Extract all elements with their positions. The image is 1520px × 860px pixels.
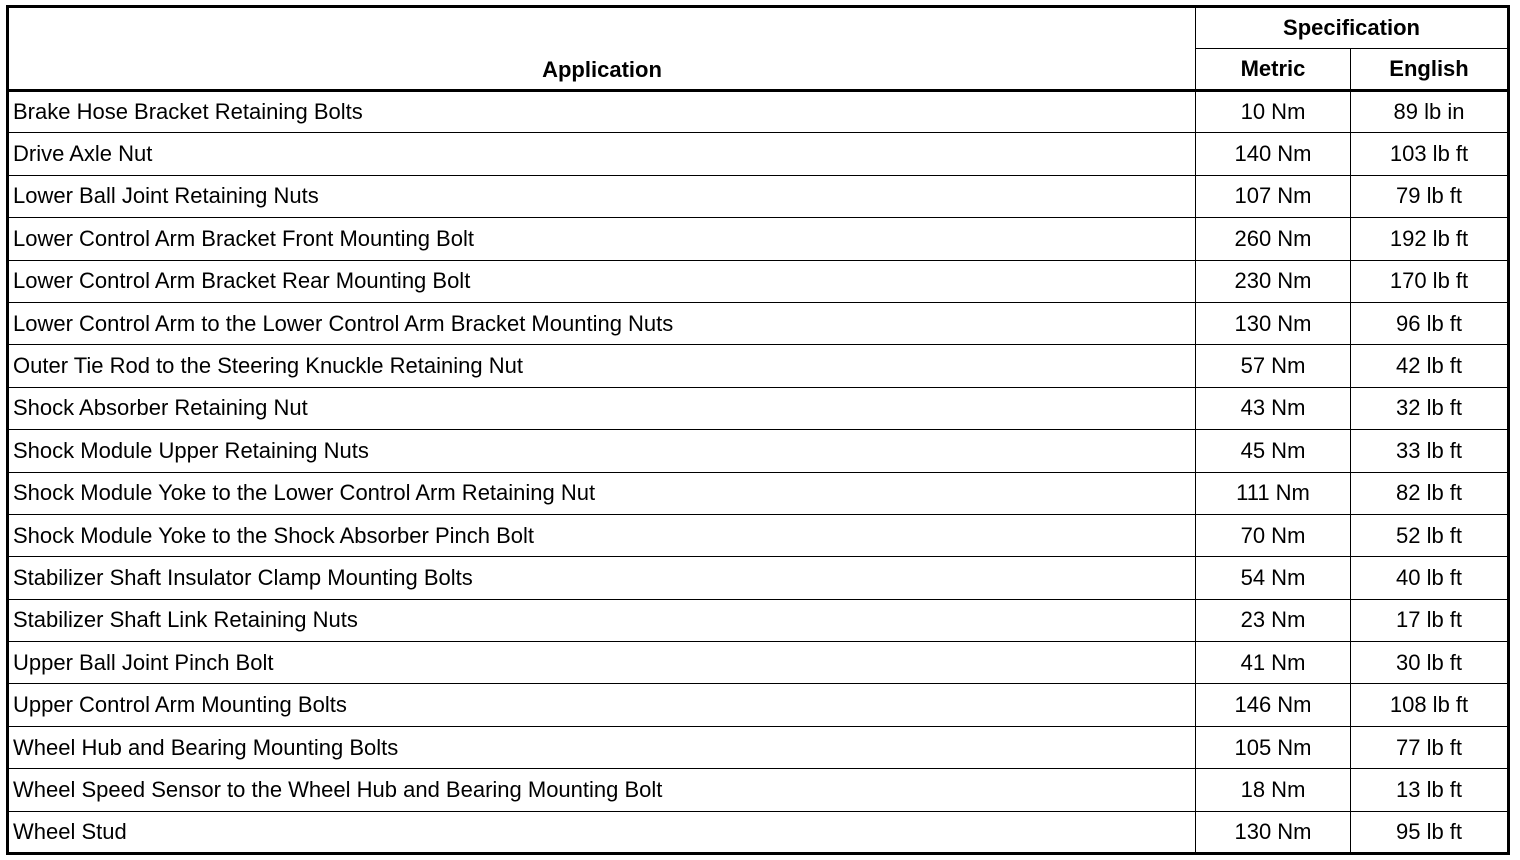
english-cell: 89 lb in <box>1351 91 1509 133</box>
application-cell: Wheel Stud <box>8 811 1196 853</box>
metric-cell: 130 Nm <box>1196 302 1351 344</box>
english-cell: 17 lb ft <box>1351 599 1509 641</box>
metric-cell: 10 Nm <box>1196 91 1351 133</box>
english-cell: 95 lb ft <box>1351 811 1509 853</box>
application-header: Application <box>8 7 1196 91</box>
specification-header: Specification <box>1196 7 1509 49</box>
table-row <box>8 599 1509 641</box>
fastener-spec-table <box>6 5 1510 855</box>
metric-cell: 140 Nm <box>1196 133 1351 175</box>
table-row <box>8 175 1509 217</box>
english-cell: 170 lb ft <box>1351 260 1509 302</box>
table-row <box>8 472 1509 514</box>
metric-cell: 111 Nm <box>1196 472 1351 514</box>
table-row <box>8 133 1509 175</box>
metric-cell: 43 Nm <box>1196 387 1351 429</box>
english-cell: 108 lb ft <box>1351 684 1509 726</box>
table-row <box>8 345 1509 387</box>
application-cell: Lower Control Arm Bracket Rear Mounting Bolt <box>8 260 1196 302</box>
english-cell: 96 lb ft <box>1351 302 1509 344</box>
metric-header: Metric <box>1196 49 1351 91</box>
metric-cell: 23 Nm <box>1196 599 1351 641</box>
application-cell: Upper Control Arm Mounting Bolts <box>8 684 1196 726</box>
application-cell: Stabilizer Shaft Insulator Clamp Mounting Bolts <box>8 557 1196 599</box>
english-cell: 30 lb ft <box>1351 642 1509 684</box>
metric-cell: 260 Nm <box>1196 218 1351 260</box>
application-cell: Wheel Hub and Bearing Mounting Bolts <box>8 726 1196 768</box>
table-row <box>8 218 1509 260</box>
table-row <box>8 642 1509 684</box>
metric-cell: 57 Nm <box>1196 345 1351 387</box>
application-cell: Stabilizer Shaft Link Retaining Nuts <box>8 599 1196 641</box>
application-cell: Drive Axle Nut <box>8 133 1196 175</box>
english-cell: 33 lb ft <box>1351 430 1509 472</box>
table-body <box>8 91 1509 854</box>
english-cell: 13 lb ft <box>1351 769 1509 811</box>
application-cell: Upper Ball Joint Pinch Bolt <box>8 642 1196 684</box>
metric-cell: 45 Nm <box>1196 430 1351 472</box>
application-cell: Lower Control Arm to the Lower Control Arm Bracket Mounting Nuts <box>8 302 1196 344</box>
table-row <box>8 811 1509 853</box>
english-cell: 77 lb ft <box>1351 726 1509 768</box>
table-row <box>8 302 1509 344</box>
english-cell: 52 lb ft <box>1351 514 1509 556</box>
application-cell: Shock Module Yoke to the Lower Control Arm Retaining Nut <box>8 472 1196 514</box>
metric-cell: 146 Nm <box>1196 684 1351 726</box>
metric-cell: 130 Nm <box>1196 811 1351 853</box>
table-row <box>8 557 1509 599</box>
application-cell: Wheel Speed Sensor to the Wheel Hub and Bearing Mounting Bolt <box>8 769 1196 811</box>
metric-cell: 70 Nm <box>1196 514 1351 556</box>
application-cell: Lower Control Arm Bracket Front Mounting Bolt <box>8 218 1196 260</box>
english-cell: 42 lb ft <box>1351 345 1509 387</box>
table-header <box>8 7 1509 91</box>
english-header: English <box>1351 49 1509 91</box>
english-cell: 79 lb ft <box>1351 175 1509 217</box>
table-row <box>8 769 1509 811</box>
table-row <box>8 260 1509 302</box>
english-cell: 40 lb ft <box>1351 557 1509 599</box>
metric-cell: 105 Nm <box>1196 726 1351 768</box>
table-row <box>8 430 1509 472</box>
application-cell: Outer Tie Rod to the Steering Knuckle Retaining Nut <box>8 345 1196 387</box>
application-cell: Shock Absorber Retaining Nut <box>8 387 1196 429</box>
english-cell: 103 lb ft <box>1351 133 1509 175</box>
english-cell: 82 lb ft <box>1351 472 1509 514</box>
metric-cell: 18 Nm <box>1196 769 1351 811</box>
metric-cell: 107 Nm <box>1196 175 1351 217</box>
application-cell: Shock Module Upper Retaining Nuts <box>8 430 1196 472</box>
table-row <box>8 387 1509 429</box>
table-row <box>8 726 1509 768</box>
english-cell: 192 lb ft <box>1351 218 1509 260</box>
metric-cell: 230 Nm <box>1196 260 1351 302</box>
application-cell: Shock Module Yoke to the Shock Absorber Pinch Bolt <box>8 514 1196 556</box>
application-cell: Lower Ball Joint Retaining Nuts <box>8 175 1196 217</box>
table-row <box>8 684 1509 726</box>
english-cell: 32 lb ft <box>1351 387 1509 429</box>
application-cell: Brake Hose Bracket Retaining Bolts <box>8 91 1196 133</box>
table-row <box>8 514 1509 556</box>
table-row <box>8 91 1509 133</box>
metric-cell: 41 Nm <box>1196 642 1351 684</box>
metric-cell: 54 Nm <box>1196 557 1351 599</box>
